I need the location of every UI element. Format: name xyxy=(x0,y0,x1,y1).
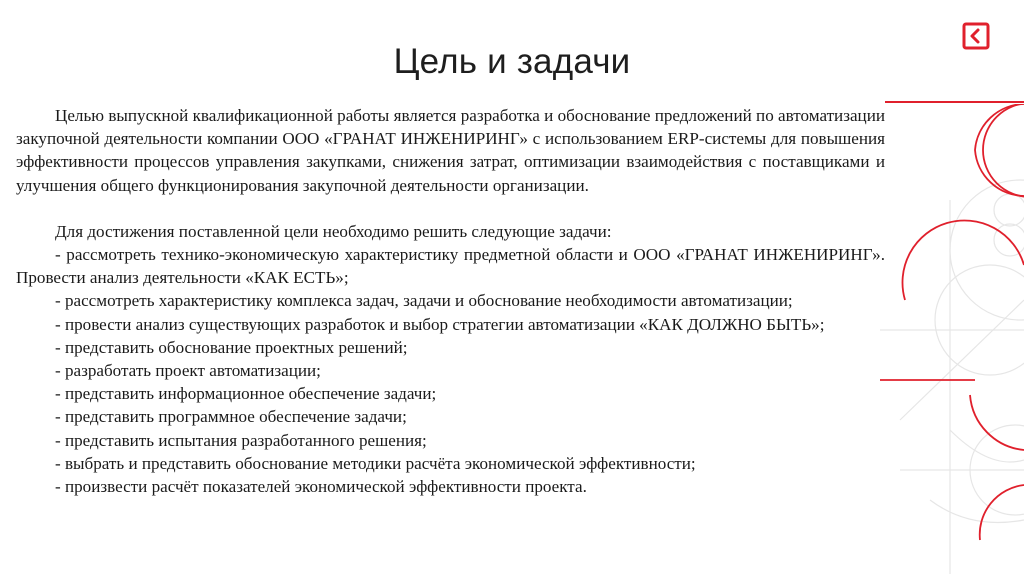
list-item: - представить испытания разработанного решения; xyxy=(55,430,427,450)
list-item: - провести анализ существующих разработок и выбор стратегии автоматизации «КАК ДОЛЖНО БЫТЬ»; xyxy=(55,314,825,334)
list-item: - разработать проект автоматизации; xyxy=(55,361,321,381)
list-item: - представить обоснование проектных решений; xyxy=(55,337,408,357)
tasks-intro: Для достижения поставленной цели необходимо решить следующие задачи: xyxy=(55,221,612,241)
title-divider xyxy=(885,101,1024,103)
decorative-pattern xyxy=(880,104,1024,574)
back-arrow-icon[interactable] xyxy=(962,22,990,50)
list-item: - произвести расчёт показателей экономической эффективности проекта. xyxy=(55,477,587,497)
list-item: - представить информационное обеспечение задачи; xyxy=(55,384,437,404)
list-item: - рассмотреть технико-экономическую характеристику предметной области и ООО «ГРАНАТ ИНЖЕНИРИНГ». Провести анализ деятельности «КАК ЕСТЬ»; xyxy=(16,245,885,288)
list-item: - выбрать и представить обоснование методики расчёта экономической эффективности; xyxy=(55,453,696,473)
slide-title: Цель и задачи xyxy=(393,42,631,81)
list-item: - рассмотреть характеристику комплекса задач, задачи и обоснование необходимости автоматизации; xyxy=(55,291,793,311)
content xyxy=(16,104,885,498)
list-item: - представить программное обеспечение задачи; xyxy=(55,407,407,427)
goal-paragraph: Целью выпускной квалификационной работы является разработка и обоснование предложений по автоматизации закупочной деятельности компании ООО «ГРАНАТ ИНЖЕНИРИНГ» с использованием ERP-системы для повышения эффективности процессов управления закупками, снижения затрат, оптимизации взаимодействия с поставщиками и улучшения общего функционирования закупочной деятельности организации. xyxy=(16,106,885,195)
